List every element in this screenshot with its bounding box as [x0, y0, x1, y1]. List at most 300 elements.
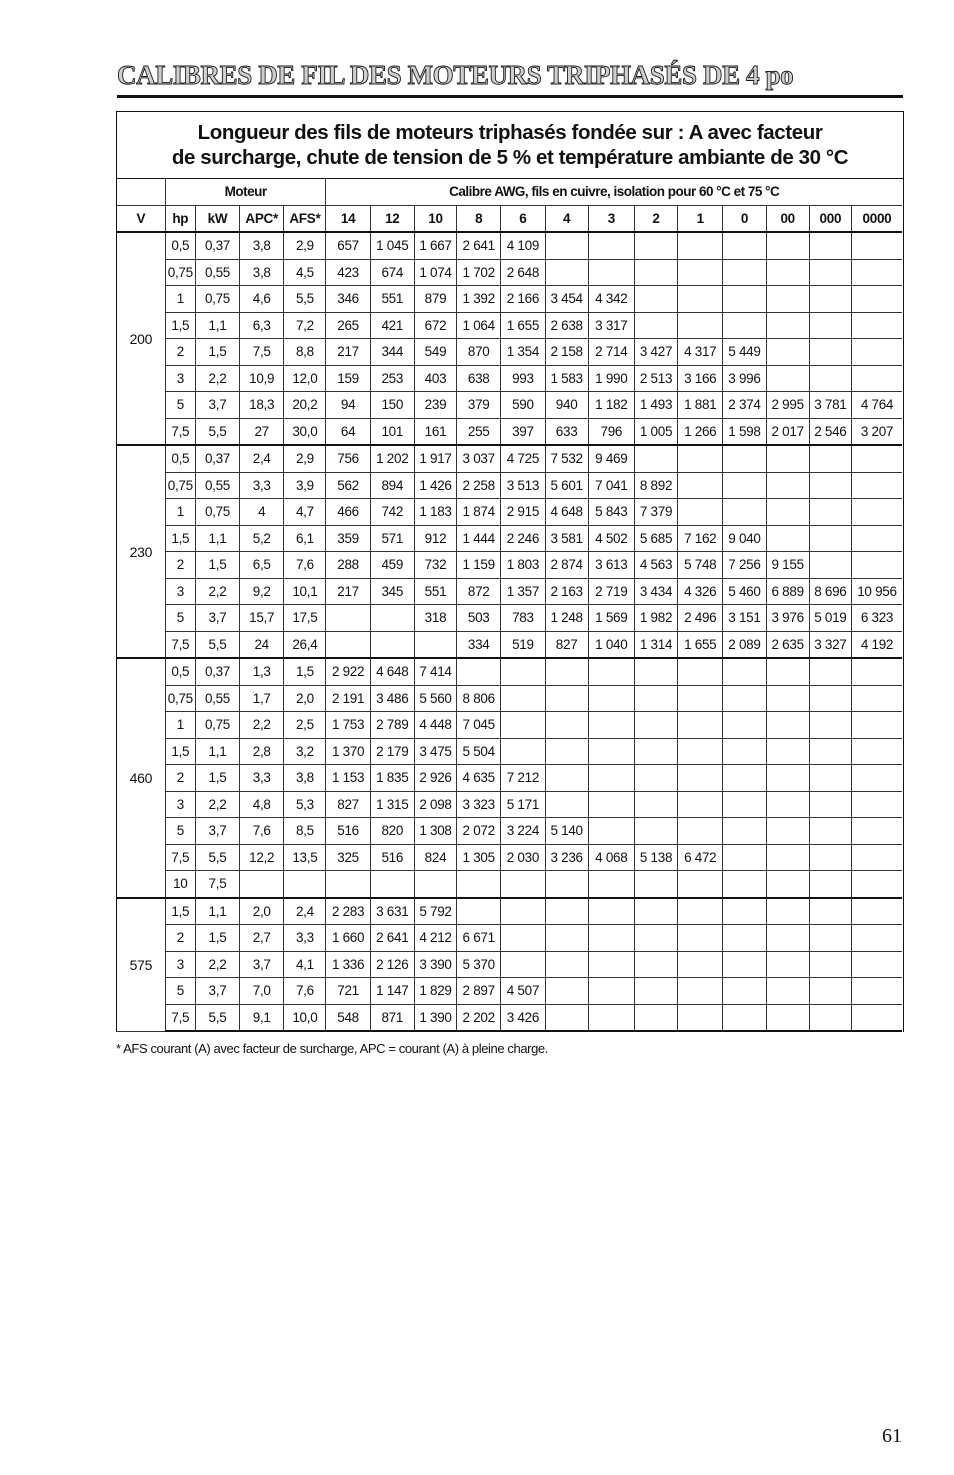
- table-cell: 5 504: [457, 738, 501, 765]
- table-cell: [766, 259, 809, 286]
- table-row: [117, 685, 902, 712]
- table-cell: 423: [326, 259, 370, 286]
- table-cell: 1 493: [634, 392, 677, 419]
- table-cell: 15,7: [240, 605, 284, 632]
- table-cell: 3: [165, 951, 195, 978]
- table-cell: 359: [326, 525, 370, 552]
- table-cell: 5 140: [545, 818, 588, 845]
- table-cell: [326, 871, 370, 898]
- table-cell: 4,1: [284, 951, 326, 978]
- table-cell: [851, 925, 902, 952]
- table-cell: 1 153: [326, 765, 370, 792]
- table-cell: [723, 445, 766, 472]
- table-cell: 1,5: [165, 898, 195, 925]
- table-cell: 820: [370, 818, 414, 845]
- table-cell: 1 426: [414, 472, 456, 499]
- table-row: [117, 445, 902, 472]
- table-cell: 1 182: [588, 392, 634, 419]
- table-cell: 3 475: [414, 738, 456, 765]
- table-cell: [809, 791, 851, 818]
- table-cell: 2 638: [545, 312, 588, 339]
- table-cell: 7,5: [195, 871, 239, 898]
- table-cell: 6,5: [240, 552, 284, 579]
- table-cell: [723, 871, 766, 898]
- table-row: [117, 898, 902, 925]
- table-cell: 345: [370, 578, 414, 605]
- table-cell: 2 719: [588, 578, 634, 605]
- table-cell: 0,55: [195, 259, 239, 286]
- table-cell: 1,1: [195, 525, 239, 552]
- table-cell: [501, 685, 545, 712]
- table-row: [117, 631, 902, 658]
- table-cell: [370, 631, 414, 658]
- table-cell: 2,2: [195, 951, 239, 978]
- table-cell: 3,3: [240, 765, 284, 792]
- table-cell: [766, 818, 809, 845]
- table-row: [117, 312, 902, 339]
- table-cell: 4 212: [414, 925, 456, 952]
- table-cell: 397: [501, 418, 545, 445]
- table-cell: 1 370: [326, 738, 370, 765]
- table-cell: 1 159: [457, 552, 501, 579]
- table-cell: [851, 499, 902, 526]
- table-cell: 2 126: [370, 951, 414, 978]
- table-cell: 7 041: [588, 472, 634, 499]
- table-cell: 519: [501, 631, 545, 658]
- voltage-cell: 575: [117, 898, 165, 1032]
- table-cell: 4 725: [501, 445, 545, 472]
- table-cell: [723, 658, 766, 685]
- table-cell: 3 236: [545, 844, 588, 871]
- table-cell: 20,2: [284, 392, 326, 419]
- table-cell: [634, 791, 677, 818]
- table-cell: 3 224: [501, 818, 545, 845]
- table-cell: [723, 472, 766, 499]
- table-cell: 318: [414, 605, 456, 632]
- table-cell: 2,9: [284, 445, 326, 472]
- table-cell: [545, 978, 588, 1005]
- table-cell: 3 151: [723, 605, 766, 632]
- table-cell: 2: [165, 925, 195, 952]
- table-cell: [809, 978, 851, 1005]
- table-heading-line-2: de surcharge, chute de tension de 5 % et température ambiante de 30 °C: [171, 146, 849, 169]
- table-cell: 1,5: [195, 765, 239, 792]
- table-cell: 3: [165, 791, 195, 818]
- table-cell: [545, 685, 588, 712]
- table-cell: [545, 259, 588, 286]
- table-cell: 2 030: [501, 844, 545, 871]
- table-cell: [634, 259, 677, 286]
- table-cell: 150: [370, 392, 414, 419]
- table-cell: 1 917: [414, 445, 456, 472]
- table-cell: [766, 472, 809, 499]
- table-cell: [240, 871, 284, 898]
- table-cell: [678, 871, 723, 898]
- table-cell: 8 806: [457, 685, 501, 712]
- table-cell: 0,75: [165, 685, 195, 712]
- table-row: [117, 925, 902, 952]
- table-cell: [809, 339, 851, 366]
- table-cell: 633: [545, 418, 588, 445]
- table-cell: 9,2: [240, 578, 284, 605]
- table-cell: 1 305: [457, 844, 501, 871]
- table-cell: 4 192: [851, 631, 902, 658]
- table-cell: 7,5: [165, 418, 195, 445]
- table-cell: [545, 738, 588, 765]
- table-cell: 3,3: [284, 925, 326, 952]
- table-cell: 466: [326, 499, 370, 526]
- table-row: [117, 712, 902, 739]
- table-row: [117, 871, 902, 898]
- table-cell: 3 513: [501, 472, 545, 499]
- table-cell: 2,2: [240, 712, 284, 739]
- table-cell: 0,75: [165, 472, 195, 499]
- table-cell: 2 179: [370, 738, 414, 765]
- table-cell: 4,7: [284, 499, 326, 526]
- table-cell: [678, 1004, 723, 1031]
- table-cell: [501, 871, 545, 898]
- table-cell: 334: [457, 631, 501, 658]
- table-cell: 4 635: [457, 765, 501, 792]
- table-cell: [851, 472, 902, 499]
- table-cell: [723, 925, 766, 952]
- table-cell: [809, 259, 851, 286]
- table-row: [117, 578, 902, 605]
- table-cell: [634, 978, 677, 1005]
- table-row: [117, 232, 902, 259]
- table-cell: [678, 658, 723, 685]
- table-cell: [851, 339, 902, 366]
- table-cell: 2 995: [766, 392, 809, 419]
- table-cell: 3 317: [588, 312, 634, 339]
- table-cell: [723, 1004, 766, 1031]
- table-cell: 5 460: [723, 578, 766, 605]
- table-cell: [634, 712, 677, 739]
- table-cell: [588, 765, 634, 792]
- table-cell: 17,5: [284, 605, 326, 632]
- table-cell: [851, 871, 902, 898]
- table-cell: 101: [370, 418, 414, 445]
- table-cell: 2,5: [284, 712, 326, 739]
- table-cell: 7,5: [165, 844, 195, 871]
- table-cell: [588, 925, 634, 952]
- table-cell: 1 357: [501, 578, 545, 605]
- table-heading: [117, 112, 903, 179]
- table-cell: 1 336: [326, 951, 370, 978]
- table-cell: 4 648: [545, 499, 588, 526]
- table-cell: 7 162: [678, 525, 723, 552]
- table-cell: 6 323: [851, 605, 902, 632]
- table-cell: 5 843: [588, 499, 634, 526]
- table-cell: 1 202: [370, 445, 414, 472]
- table-cell: [634, 1004, 677, 1031]
- table-cell: 0,5: [165, 232, 195, 259]
- column-header: 00: [766, 205, 809, 232]
- table-cell: 5: [165, 392, 195, 419]
- table-cell: 255: [457, 418, 501, 445]
- table-cell: 94: [326, 392, 370, 419]
- table-cell: 3,7: [240, 951, 284, 978]
- table-cell: 2 513: [634, 365, 677, 392]
- page-title: CALIBRES DE FIL DES MOTEURS TRIPHASÉS DE 4 po: [117, 60, 794, 90]
- column-header: 0: [723, 205, 766, 232]
- table-cell: 1 702: [457, 259, 501, 286]
- table-cell: [809, 738, 851, 765]
- table-cell: 7,6: [284, 978, 326, 1005]
- table-cell: 3 976: [766, 605, 809, 632]
- table-cell: [723, 898, 766, 925]
- table-cell: 3 427: [634, 339, 677, 366]
- table-cell: [766, 339, 809, 366]
- table-cell: 1 045: [370, 232, 414, 259]
- table-cell: 783: [501, 605, 545, 632]
- table-cell: [851, 791, 902, 818]
- table-cell: [766, 898, 809, 925]
- table-cell: 571: [370, 525, 414, 552]
- table-cell: [723, 286, 766, 313]
- column-header: 8: [457, 205, 501, 232]
- table-cell: 3 486: [370, 685, 414, 712]
- column-header: 3: [588, 205, 634, 232]
- table-cell: [809, 1004, 851, 1031]
- table-cell: 26,4: [284, 631, 326, 658]
- table-cell: 1 874: [457, 499, 501, 526]
- table-cell: [809, 951, 851, 978]
- table-cell: 993: [501, 365, 545, 392]
- table-cell: 10 956: [851, 578, 902, 605]
- table-cell: [723, 232, 766, 259]
- table-cell: 1 248: [545, 605, 588, 632]
- table-cell: 1 990: [588, 365, 634, 392]
- column-header: 2: [634, 205, 677, 232]
- table-cell: 742: [370, 499, 414, 526]
- table-row: [117, 259, 902, 286]
- table-cell: 3,9: [284, 472, 326, 499]
- table-cell: 8 696: [809, 578, 851, 605]
- table-cell: 2,2: [195, 365, 239, 392]
- table-cell: [588, 978, 634, 1005]
- table-cell: [766, 978, 809, 1005]
- table-cell: [809, 712, 851, 739]
- table-cell: 379: [457, 392, 501, 419]
- table-cell: [809, 685, 851, 712]
- table-cell: 4 342: [588, 286, 634, 313]
- table-cell: 0,37: [195, 445, 239, 472]
- table-cell: [809, 312, 851, 339]
- table-cell: 217: [326, 578, 370, 605]
- table-cell: 5 601: [545, 472, 588, 499]
- table-cell: 2 922: [326, 658, 370, 685]
- table-cell: [588, 712, 634, 739]
- table-cell: [809, 898, 851, 925]
- table-row: [117, 738, 902, 765]
- table-cell: [851, 844, 902, 871]
- table-cell: 2 915: [501, 499, 545, 526]
- table-cell: [634, 898, 677, 925]
- table-cell: [678, 312, 723, 339]
- table-cell: 756: [326, 445, 370, 472]
- table-cell: 5 370: [457, 951, 501, 978]
- table-cell: [723, 312, 766, 339]
- column-header: 000: [809, 205, 851, 232]
- table-cell: 0,55: [195, 472, 239, 499]
- table-cell: 4,8: [240, 791, 284, 818]
- table-row: [117, 1004, 902, 1031]
- table-cell: 4 563: [634, 552, 677, 579]
- table-cell: 827: [326, 791, 370, 818]
- wire-gauge-table: [117, 179, 902, 1032]
- table-cell: [545, 951, 588, 978]
- table-cell: [766, 738, 809, 765]
- table-cell: 1 982: [634, 605, 677, 632]
- table-cell: [851, 978, 902, 1005]
- table-cell: 2 648: [501, 259, 545, 286]
- table-cell: [545, 925, 588, 952]
- table-cell: [766, 1004, 809, 1031]
- table-cell: 4 502: [588, 525, 634, 552]
- table-cell: 1: [165, 286, 195, 313]
- table-cell: 7 379: [634, 499, 677, 526]
- table-cell: 5 560: [414, 685, 456, 712]
- table-cell: 2 874: [545, 552, 588, 579]
- table-cell: [766, 765, 809, 792]
- table-cell: 1 569: [588, 605, 634, 632]
- table-cell: 9,1: [240, 1004, 284, 1031]
- voltage-cell: 460: [117, 658, 165, 898]
- table-cell: 1 829: [414, 978, 456, 1005]
- table-cell: [851, 738, 902, 765]
- table-cell: 2 546: [809, 418, 851, 445]
- table-cell: [588, 871, 634, 898]
- table-cell: [634, 871, 677, 898]
- table-cell: [809, 658, 851, 685]
- table-cell: [588, 232, 634, 259]
- table-cell: 265: [326, 312, 370, 339]
- table-cell: 1 583: [545, 365, 588, 392]
- table-cell: [678, 791, 723, 818]
- table-cell: [678, 818, 723, 845]
- table-cell: [809, 445, 851, 472]
- table-cell: 672: [414, 312, 456, 339]
- table-cell: [851, 445, 902, 472]
- table-cell: 7,6: [284, 552, 326, 579]
- table-cell: 6 472: [678, 844, 723, 871]
- table-cell: 2 635: [766, 631, 809, 658]
- table-cell: [678, 472, 723, 499]
- table-cell: [766, 445, 809, 472]
- table-cell: 9 155: [766, 552, 809, 579]
- table-cell: 2 641: [370, 925, 414, 952]
- table-cell: 5 748: [678, 552, 723, 579]
- column-header: 0000: [851, 205, 902, 232]
- table-cell: 732: [414, 552, 456, 579]
- table-cell: 912: [414, 525, 456, 552]
- table-cell: 3 434: [634, 578, 677, 605]
- table-cell: 0,55: [195, 685, 239, 712]
- table-cell: 721: [326, 978, 370, 1005]
- column-header-row: [117, 205, 902, 232]
- table-cell: 5,5: [195, 418, 239, 445]
- table-cell: [588, 658, 634, 685]
- table-cell: [545, 658, 588, 685]
- table-cell: 9 040: [723, 525, 766, 552]
- table-cell: 7 045: [457, 712, 501, 739]
- table-row: [117, 658, 902, 685]
- table-cell: [851, 658, 902, 685]
- table-cell: [851, 685, 902, 712]
- table-cell: [588, 738, 634, 765]
- table-cell: 2,7: [240, 925, 284, 952]
- table-cell: [545, 232, 588, 259]
- table-cell: 2 714: [588, 339, 634, 366]
- table-cell: 1 315: [370, 791, 414, 818]
- table-cell: 3,7: [195, 392, 239, 419]
- table-cell: 5,5: [195, 1004, 239, 1031]
- table-cell: 2,4: [240, 445, 284, 472]
- table-cell: [678, 898, 723, 925]
- table-row: [117, 765, 902, 792]
- column-header: kW: [195, 205, 239, 232]
- table-cell: 2 163: [545, 578, 588, 605]
- table-cell: 3 581: [545, 525, 588, 552]
- table-cell: [678, 925, 723, 952]
- table-cell: 516: [370, 844, 414, 871]
- table-cell: 1 314: [634, 631, 677, 658]
- table-cell: [851, 232, 902, 259]
- table-cell: 1,5: [165, 525, 195, 552]
- table-cell: [545, 765, 588, 792]
- table-cell: 0,75: [195, 286, 239, 313]
- table-cell: 5,3: [284, 791, 326, 818]
- table-cell: 2: [165, 765, 195, 792]
- table-cell: 5,2: [240, 525, 284, 552]
- table-cell: [766, 951, 809, 978]
- table-cell: 1 354: [501, 339, 545, 366]
- table-cell: 5,5: [195, 844, 239, 871]
- table-cell: 1 667: [414, 232, 456, 259]
- table-cell: [457, 658, 501, 685]
- table-cell: [501, 925, 545, 952]
- group-header-motor: Moteur: [165, 179, 326, 205]
- table-cell: 894: [370, 472, 414, 499]
- table-cell: 1 147: [370, 978, 414, 1005]
- table-cell: 0,5: [165, 445, 195, 472]
- table-cell: 1,5: [195, 552, 239, 579]
- table-cell: [766, 232, 809, 259]
- table-cell: [634, 765, 677, 792]
- table-cell: 796: [588, 418, 634, 445]
- table-cell: 1 040: [588, 631, 634, 658]
- table-cell: [809, 286, 851, 313]
- column-header: 1: [678, 205, 723, 232]
- table-cell: 7,6: [240, 818, 284, 845]
- table-cell: [723, 499, 766, 526]
- table-cell: 5 171: [501, 791, 545, 818]
- table-cell: 551: [414, 578, 456, 605]
- table-row: [117, 525, 902, 552]
- table-cell: 3: [165, 365, 195, 392]
- table-cell: 325: [326, 844, 370, 871]
- table-cell: 2,2: [195, 578, 239, 605]
- table-cell: [809, 499, 851, 526]
- table-cell: 2: [165, 552, 195, 579]
- table-cell: 64: [326, 418, 370, 445]
- table-cell: 1 005: [634, 418, 677, 445]
- table-cell: 7,5: [165, 1004, 195, 1031]
- table-cell: [588, 818, 634, 845]
- table-cell: [766, 925, 809, 952]
- table-cell: [723, 765, 766, 792]
